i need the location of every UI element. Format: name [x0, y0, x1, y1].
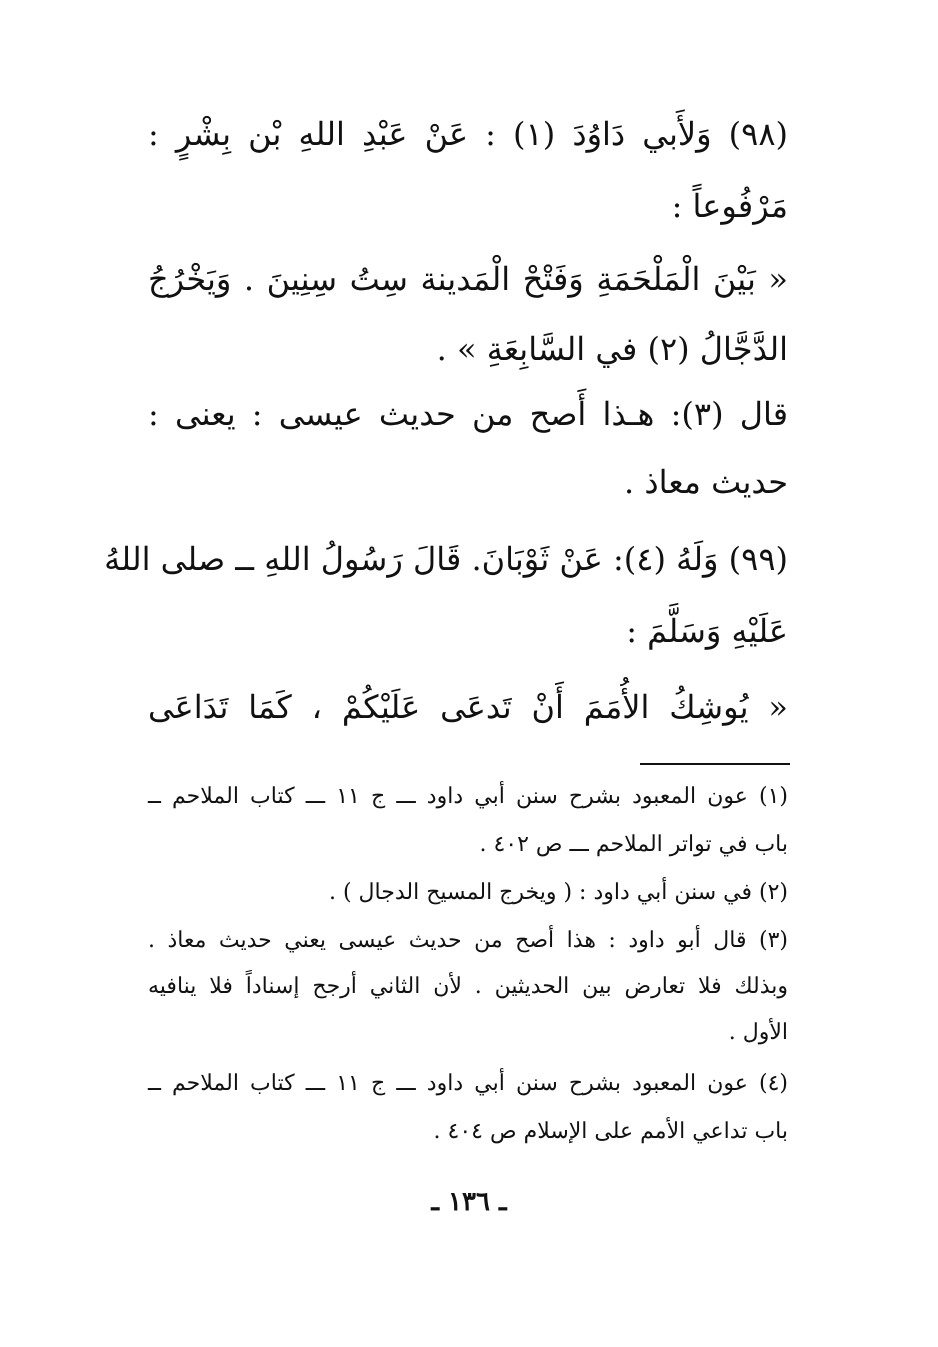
commentary-line-2: حديث معاذ . [624, 463, 788, 501]
footnote-2: (٢) في سنن أبي داود : ( ويخرج المسيح الدجال ) . [328, 880, 788, 905]
hadith-98-line-1: (٩٨) وَلأَبي دَاوُدَ (١) : عَنْ عَبْدِ اللهِ بْن بِشْرٍ : [148, 115, 789, 153]
footnote-3-line-1: (٣) قال أبو داود : هذا أصح من حديث عيسى يعني حديث معاذ . [148, 928, 788, 953]
footnote-3-line-3: الأول . [728, 1020, 788, 1045]
hadith-98-text-line-2: الدَّجَّالُ (٢) في السَّابِعَةِ » . [436, 330, 788, 368]
footnote-4-line-2: باب تداعي الأمم على الإسلام ص ٤٠٤ . [433, 1119, 788, 1144]
footnote-1-line-1: (١) عون المعبود بشرح سنن أبي داود ـــ ج ١١ ـــ كتاب الملاحم ــ [148, 784, 788, 809]
hadith-98-line-2: مَرْفُوعاً : [671, 187, 788, 225]
footnote-1-line-2: باب في تواتر الملاحم ـــ ص ٤٠٢ . [479, 832, 788, 857]
hadith-98-text-line-1: « بَيْنَ الْمَلْحَمَةِ وَفَتْحْ الْمَدينة سِتُ سِنِينَ . وَيَخْرُجُ [148, 260, 788, 298]
hadith-99-line-1: (٩٩) وَلَهُ (٤): عَنْ ثَوْبَانَ. قَالَ رَسُولُ اللهِ ــ صلى اللهُ [104, 540, 788, 578]
hadith-99-line-2: عَلَيْهِ وَسَلَّمَ : [626, 612, 788, 650]
hadith-99-text-line-1: « يُوشِكُ الأُمَمَ أَنْ تَدعَى عَلَيْكُمْ ، كَمَا تَدَاعَى [148, 688, 788, 726]
footnote-separator [640, 763, 790, 765]
page-number: ـ ١٣٦ ـ [431, 1187, 507, 1217]
footnote-3-line-2: وبذلك فلا تعارض بين الحديثين . لأن الثاني أرجح إسناداً فلا ينافيه [148, 974, 788, 999]
commentary-line-1: قال (٣): هـذا أَصح من حديث عيسى : يعنى : [148, 395, 789, 433]
footnote-4-line-1: (٤) عون المعبود بشرح سنن أبي داود ـــ ج ١١ ـــ كتاب الملاحم ــ [148, 1071, 788, 1096]
